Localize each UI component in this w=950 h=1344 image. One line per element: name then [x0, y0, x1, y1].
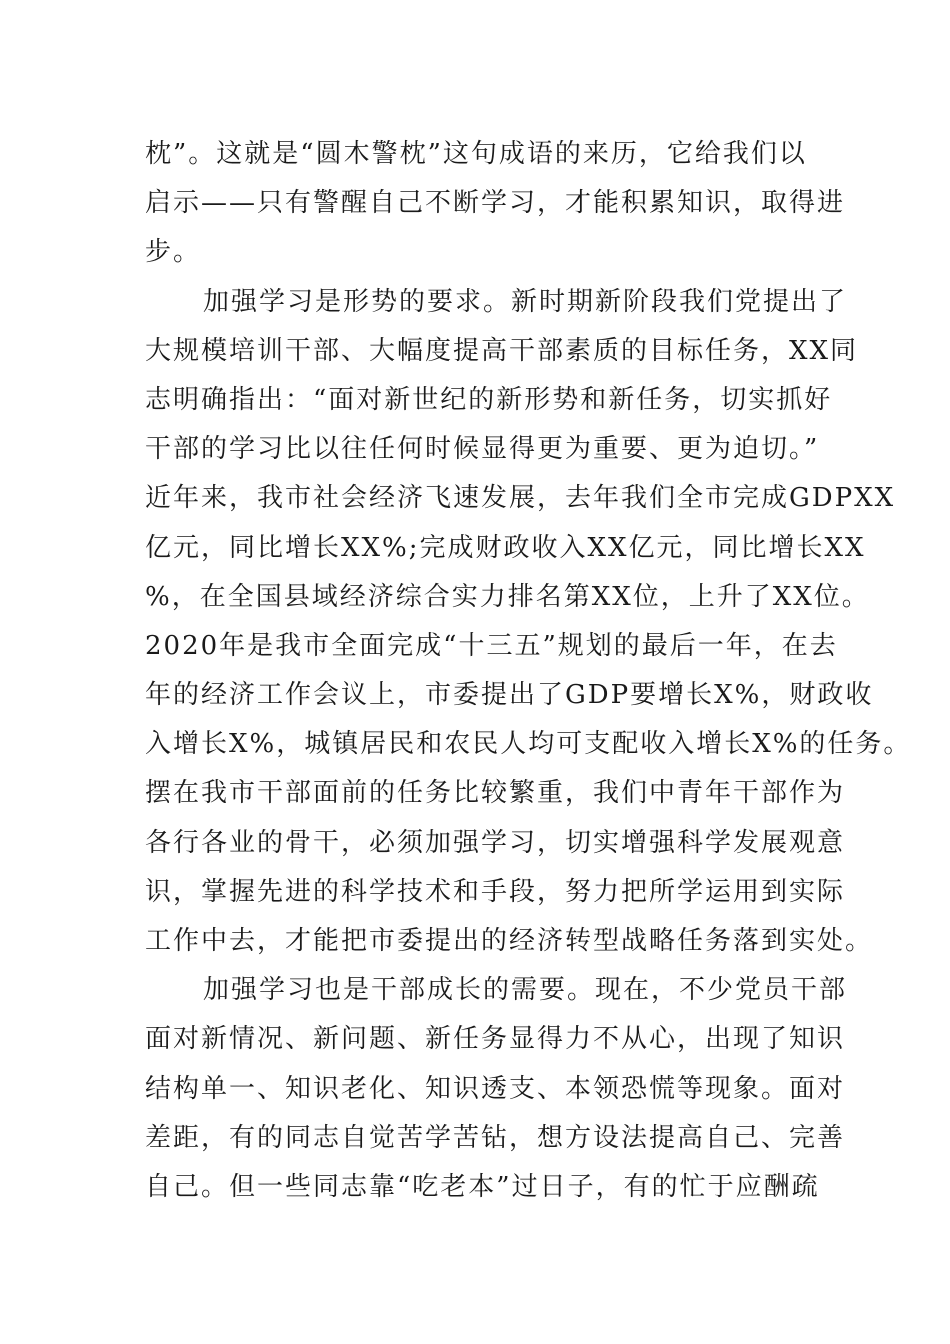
text-line-20: 结构单一、知识老化、知识透支、本领恐慌等现象。面对 [145, 1073, 846, 1104]
text-line-22: 自己。但一些同志靠“吃老本”过日子，有的忙于应酬疏 [145, 1171, 820, 1202]
text-line-18: 加强学习也是干部成长的需要。现在，不少党员干部 [203, 975, 848, 1006]
text-line-15: 各行各业的骨干，必须加强学习，切实增强科学发展观意 [145, 827, 846, 858]
text-line-14: 摆在我市干部面前的任务比较繁重，我们中青年干部作为 [145, 778, 846, 809]
text-line-2: 启示——只有警醒自己不断学习，才能积累知识，取得进 [145, 188, 846, 219]
text-line-10: %，在全国县域经济综合实力排名第XX位，上升了XX位。 [145, 581, 870, 612]
text-line-5: 大规模培训干部、大幅度提高干部素质的目标任务，XX同 [145, 335, 859, 366]
text-line-19: 面对新情况、新问题、新任务显得力不从心，出现了知识 [145, 1024, 846, 1055]
text-line-6: 志明确指出：“面对新世纪的新形势和新任务，切实抓好 [145, 384, 833, 415]
text-line-7: 干部的学习比以往任何时候显得更为重要、更为迫切。” [145, 434, 820, 465]
text-line-3: 步。 [145, 237, 202, 268]
text-line-21: 差距，有的同志自觉苦学苦钻，想方设法提高自己、完善 [145, 1122, 846, 1153]
text-line-1: 枕”。这就是“圆木警枕”这句成语的来历，它给我们以 [145, 139, 807, 169]
text-line-16: 识，掌握先进的科学技术和手段，努力把所学运用到实际 [145, 876, 846, 907]
text-line-9: 亿元，同比增长XX%;完成财政收入XX亿元，同比增长XX [145, 532, 866, 563]
text-line-4: 加强学习是形势的要求。新时期新阶段我们党提出了 [203, 286, 848, 317]
text-line-17: 工作中去，才能把市委提出的经济转型战略任务落到实处。 [145, 926, 874, 956]
text-line-8: 近年来，我市社会经济飞速发展，去年我们全市完成GDPXX [145, 483, 896, 514]
text-line-11: 2020年是我市全面完成“十三五”规划的最后一年，在去 [145, 630, 838, 661]
text-line-12: 年的经济工作会议上，市委提出了GDP要增长X%，财政收 [145, 680, 874, 711]
text-line-13: 入增长X%，城镇居民和农民人均可支配收入增长X%的任务。 [145, 729, 912, 760]
body-text [145, 130, 912, 1212]
